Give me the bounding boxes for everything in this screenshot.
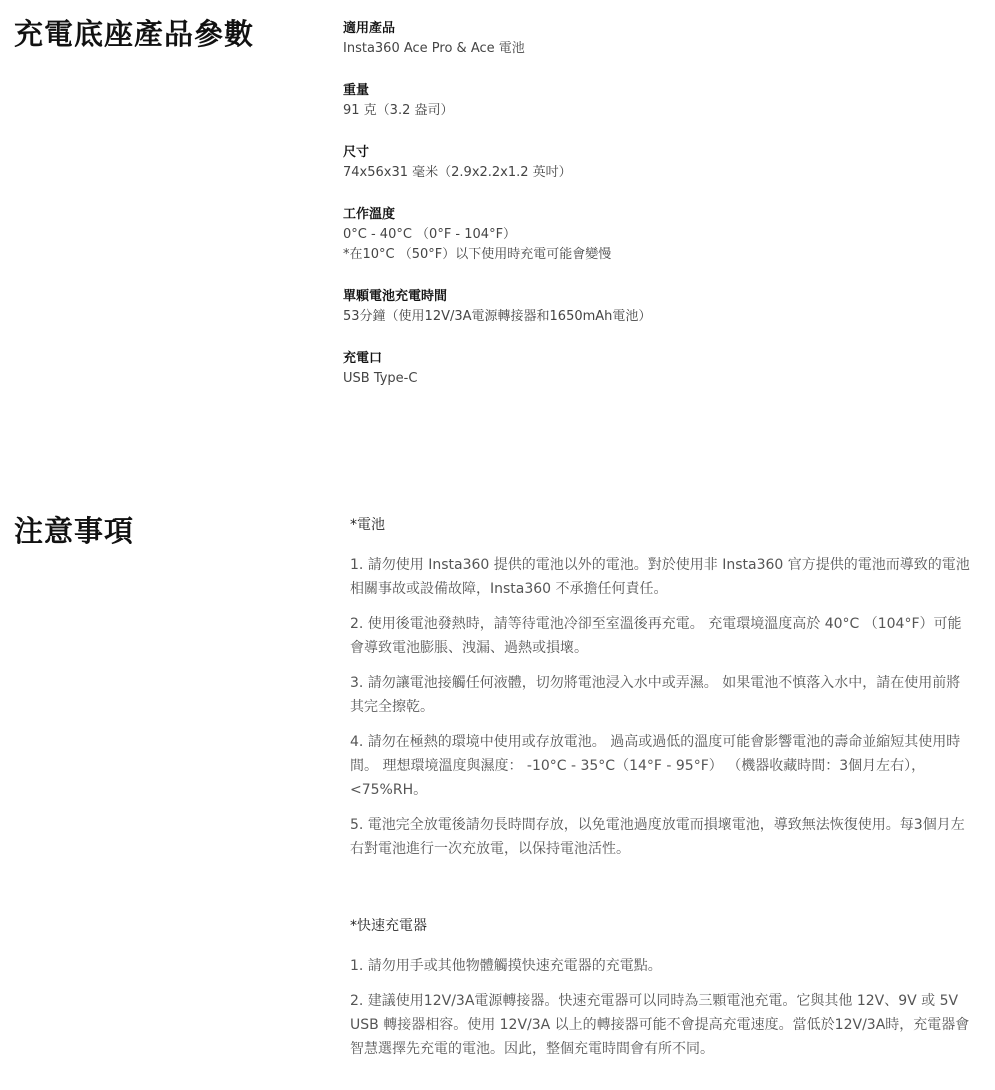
- group-spacer: [350, 872, 972, 914]
- notes-title: 注意事項: [14, 514, 135, 548]
- spec-value: USB Type-C: [343, 371, 418, 386]
- charger-note: 1. 請勿用手或其他物體觸摸快速充電器的充電點。: [350, 958, 662, 974]
- spec-item-dimensions: [343, 143, 963, 183]
- spec-value-note: *在10°C （50°F）以下使用時充電可能會變慢: [343, 247, 612, 262]
- battery-group-title: *電池: [350, 517, 385, 533]
- spec-label: 單顆電池充電時間: [343, 289, 448, 304]
- notes-body: [350, 513, 972, 1072]
- battery-note: 5. 電池完全放電後請勿長時間存放，以免電池過度放電而損壞電池，導致無法恢復使用。每3個月左右對電池進行一次充放電，以保持電池活性。: [350, 817, 965, 857]
- spec-item-charge-time: [343, 287, 963, 327]
- specs-title: 充電底座產品參數: [14, 17, 255, 51]
- spec-value: 0°C - 40°C （0°F - 104°F）: [343, 227, 517, 242]
- battery-note: 2. 使用後電池發熱時，請等待電池冷卻至室溫後再充電。 充電環境溫度高於 40°C （104°F）可能會導致電池膨脹、洩漏、過熱或損壞。: [350, 616, 962, 656]
- spec-label: 充電口: [343, 351, 383, 366]
- spec-value: Insta360 Ace Pro & Ace 電池: [343, 41, 525, 56]
- spec-value: 53分鐘（使用12V/3A電源轉接器和1650mAh電池）: [343, 309, 652, 324]
- spec-item-charging-port: [343, 349, 963, 389]
- spec-label: 工作溫度: [343, 207, 396, 222]
- spec-label: 適用產品: [343, 21, 396, 36]
- charger-note: 2. 建議使用12V/3A電源轉接器。快速充電器可以同時為三顆電池充電。它與其他 12V、9V 或 5V USB 轉接器相容。使用 12V/3A 以上的轉接器可能不會提高充電速度。當低於12V/3A時，充電器會智慧選擇先充電的電池。因此，整個充電時間會有所不同。: [350, 993, 970, 1057]
- battery-note: 1. 請勿使用 Insta360 提供的電池以外的電池。對於使用非 Insta360 官方提供的電池而導致的電池相關事故或設備故障，Insta360 不承擔任何責任。: [350, 557, 970, 597]
- battery-note: 4. 請勿在極熱的環境中使用或存放電池。 過高或過低的溫度可能會影響電池的壽命並縮短其使用時間。 理想環境溫度與濕度： -10°C - 35°C（14°F - 95°F） （機器收藏時間：3個月左右），<75%RH。: [350, 734, 961, 798]
- spec-label: 重量: [343, 83, 370, 98]
- charger-group-title: *快速充電器: [350, 918, 427, 934]
- spec-item-compatible: [343, 19, 963, 59]
- spec-value: 91 克（3.2 盎司）: [343, 103, 454, 118]
- spec-item-operating-temperature: [343, 205, 963, 265]
- spec-label: 尺寸: [343, 145, 370, 160]
- battery-note: 3. 請勿讓電池接觸任何液體，切勿將電池浸入水中或弄濕。 如果電池不慎落入水中，請在使用前將其完全擦乾。: [350, 675, 961, 715]
- spec-item-weight: [343, 81, 963, 121]
- spec-list: [343, 19, 963, 411]
- spec-value: 74x56x31 毫米（2.9x2.2x1.2 英吋）: [343, 165, 572, 180]
